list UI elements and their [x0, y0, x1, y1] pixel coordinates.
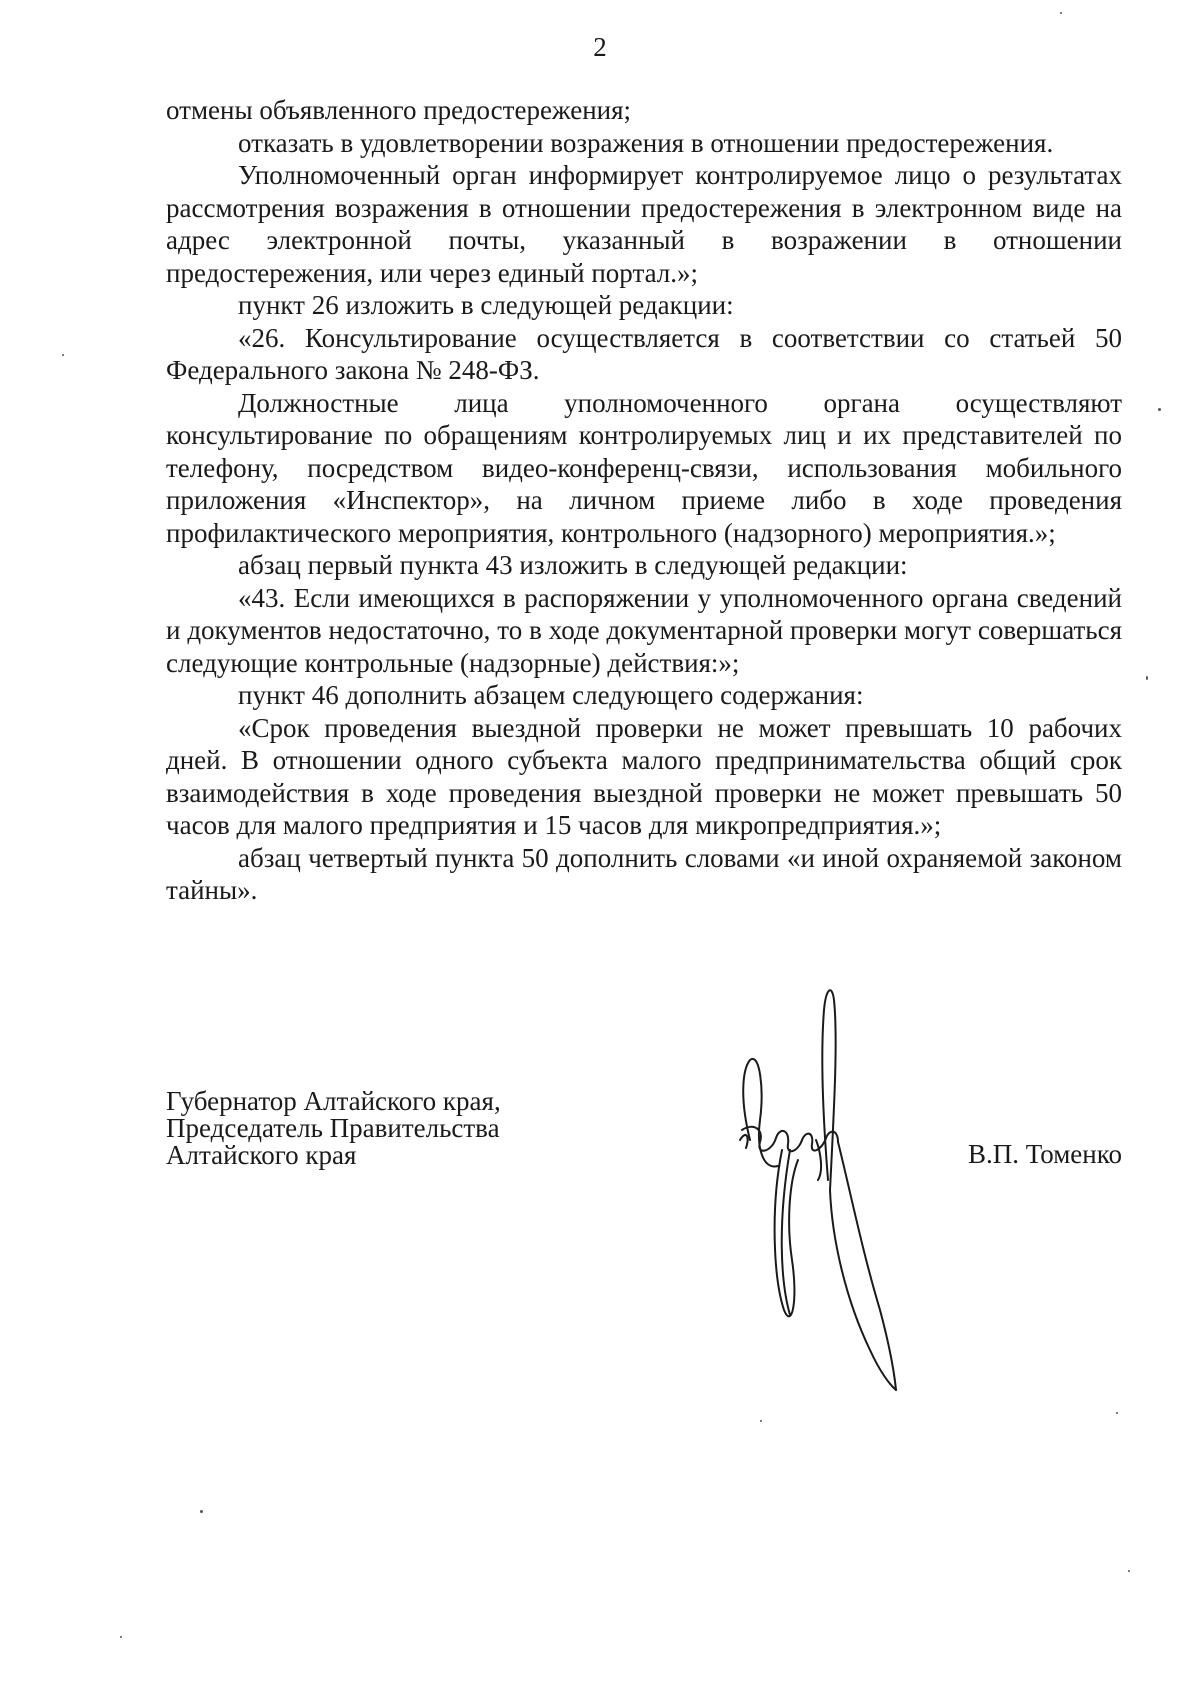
paragraph: пункт 26 изложить в следующей редакции:	[238, 290, 734, 320]
paragraph: «26. Консультирование осуществляется в соответствии со статьей 50 Федерального закона № 248-ФЗ.	[166, 322, 1122, 385]
page-number: 2	[593, 32, 607, 62]
scan-speck	[1128, 1570, 1130, 1572]
scan-speck	[1116, 1412, 1118, 1414]
scan-speck	[120, 1636, 122, 1638]
signer-name: В.П. Томенко	[968, 1139, 1122, 1169]
paragraph: Уполномоченный орган информирует контролируемое лицо о результатах рассмотрения возражения в отношении предостережения в электронном виде на адрес электронной почты, указанный в возражении в отношении предостережения, или через единый портал.»;	[166, 160, 1122, 288]
paragraph: абзац четвертый пункта 50 дополнить словами «и иной охраняемой законом тайны».	[166, 842, 1122, 905]
signer-title-line: Губернатор Алтайского края,	[166, 1086, 501, 1116]
document-body	[166, 94, 1122, 907]
paragraph: Должностные лица уполномоченного органа осуществляют консультирование по обращениям контролируемых лиц и их представителей по телефону, посредством видео-конференц-связи, использования мобильного приложения «Инспектор», на личном приеме либо в ходе проведения профилактического мероприятия, контрольного (надзорного) мероприятия.»;	[166, 387, 1122, 548]
paragraph: отказать в удовлетворении возражения в отношении предостережения.	[238, 127, 1054, 158]
scan-speck	[1158, 408, 1161, 411]
signer-title-line: Председатель Правительства	[166, 1113, 500, 1143]
paragraph: абзац первый пункта 43 изложить в следующей редакции:	[238, 550, 908, 580]
signer-title-line: Алтайского края	[166, 1140, 357, 1170]
paragraph: пункт 46 дополнить абзацем следующего содержания:	[238, 680, 864, 710]
handwritten-signature	[720, 980, 910, 1400]
scan-speck	[1060, 12, 1062, 14]
signature-block	[166, 1088, 1122, 1388]
paragraph: «Срок проведения выездной проверки не может превышать 10 рабочих дней. В отношении одного субъекта малого предпринимательства общий срок взаимодействия в ходе проведения выездной проверки не может превышать 50 часов для малого предприятия и 15 часов для микропредприятия.»;	[166, 712, 1122, 840]
scan-speck	[62, 354, 64, 356]
paragraph: «43. Если имеющихся в распоряжении у уполномоченного органа сведений и документов недостаточно, то в ходе документарной проверки могут совершаться следующие контрольные (надзорные) действия:»;	[166, 582, 1122, 678]
scan-speck	[200, 1510, 203, 1513]
signer-title	[166, 1088, 501, 1169]
scan-speck	[760, 1420, 762, 1422]
scan-speck	[1146, 676, 1148, 680]
paragraph-continuation: отмены объявленного предостережения;	[166, 95, 632, 125]
